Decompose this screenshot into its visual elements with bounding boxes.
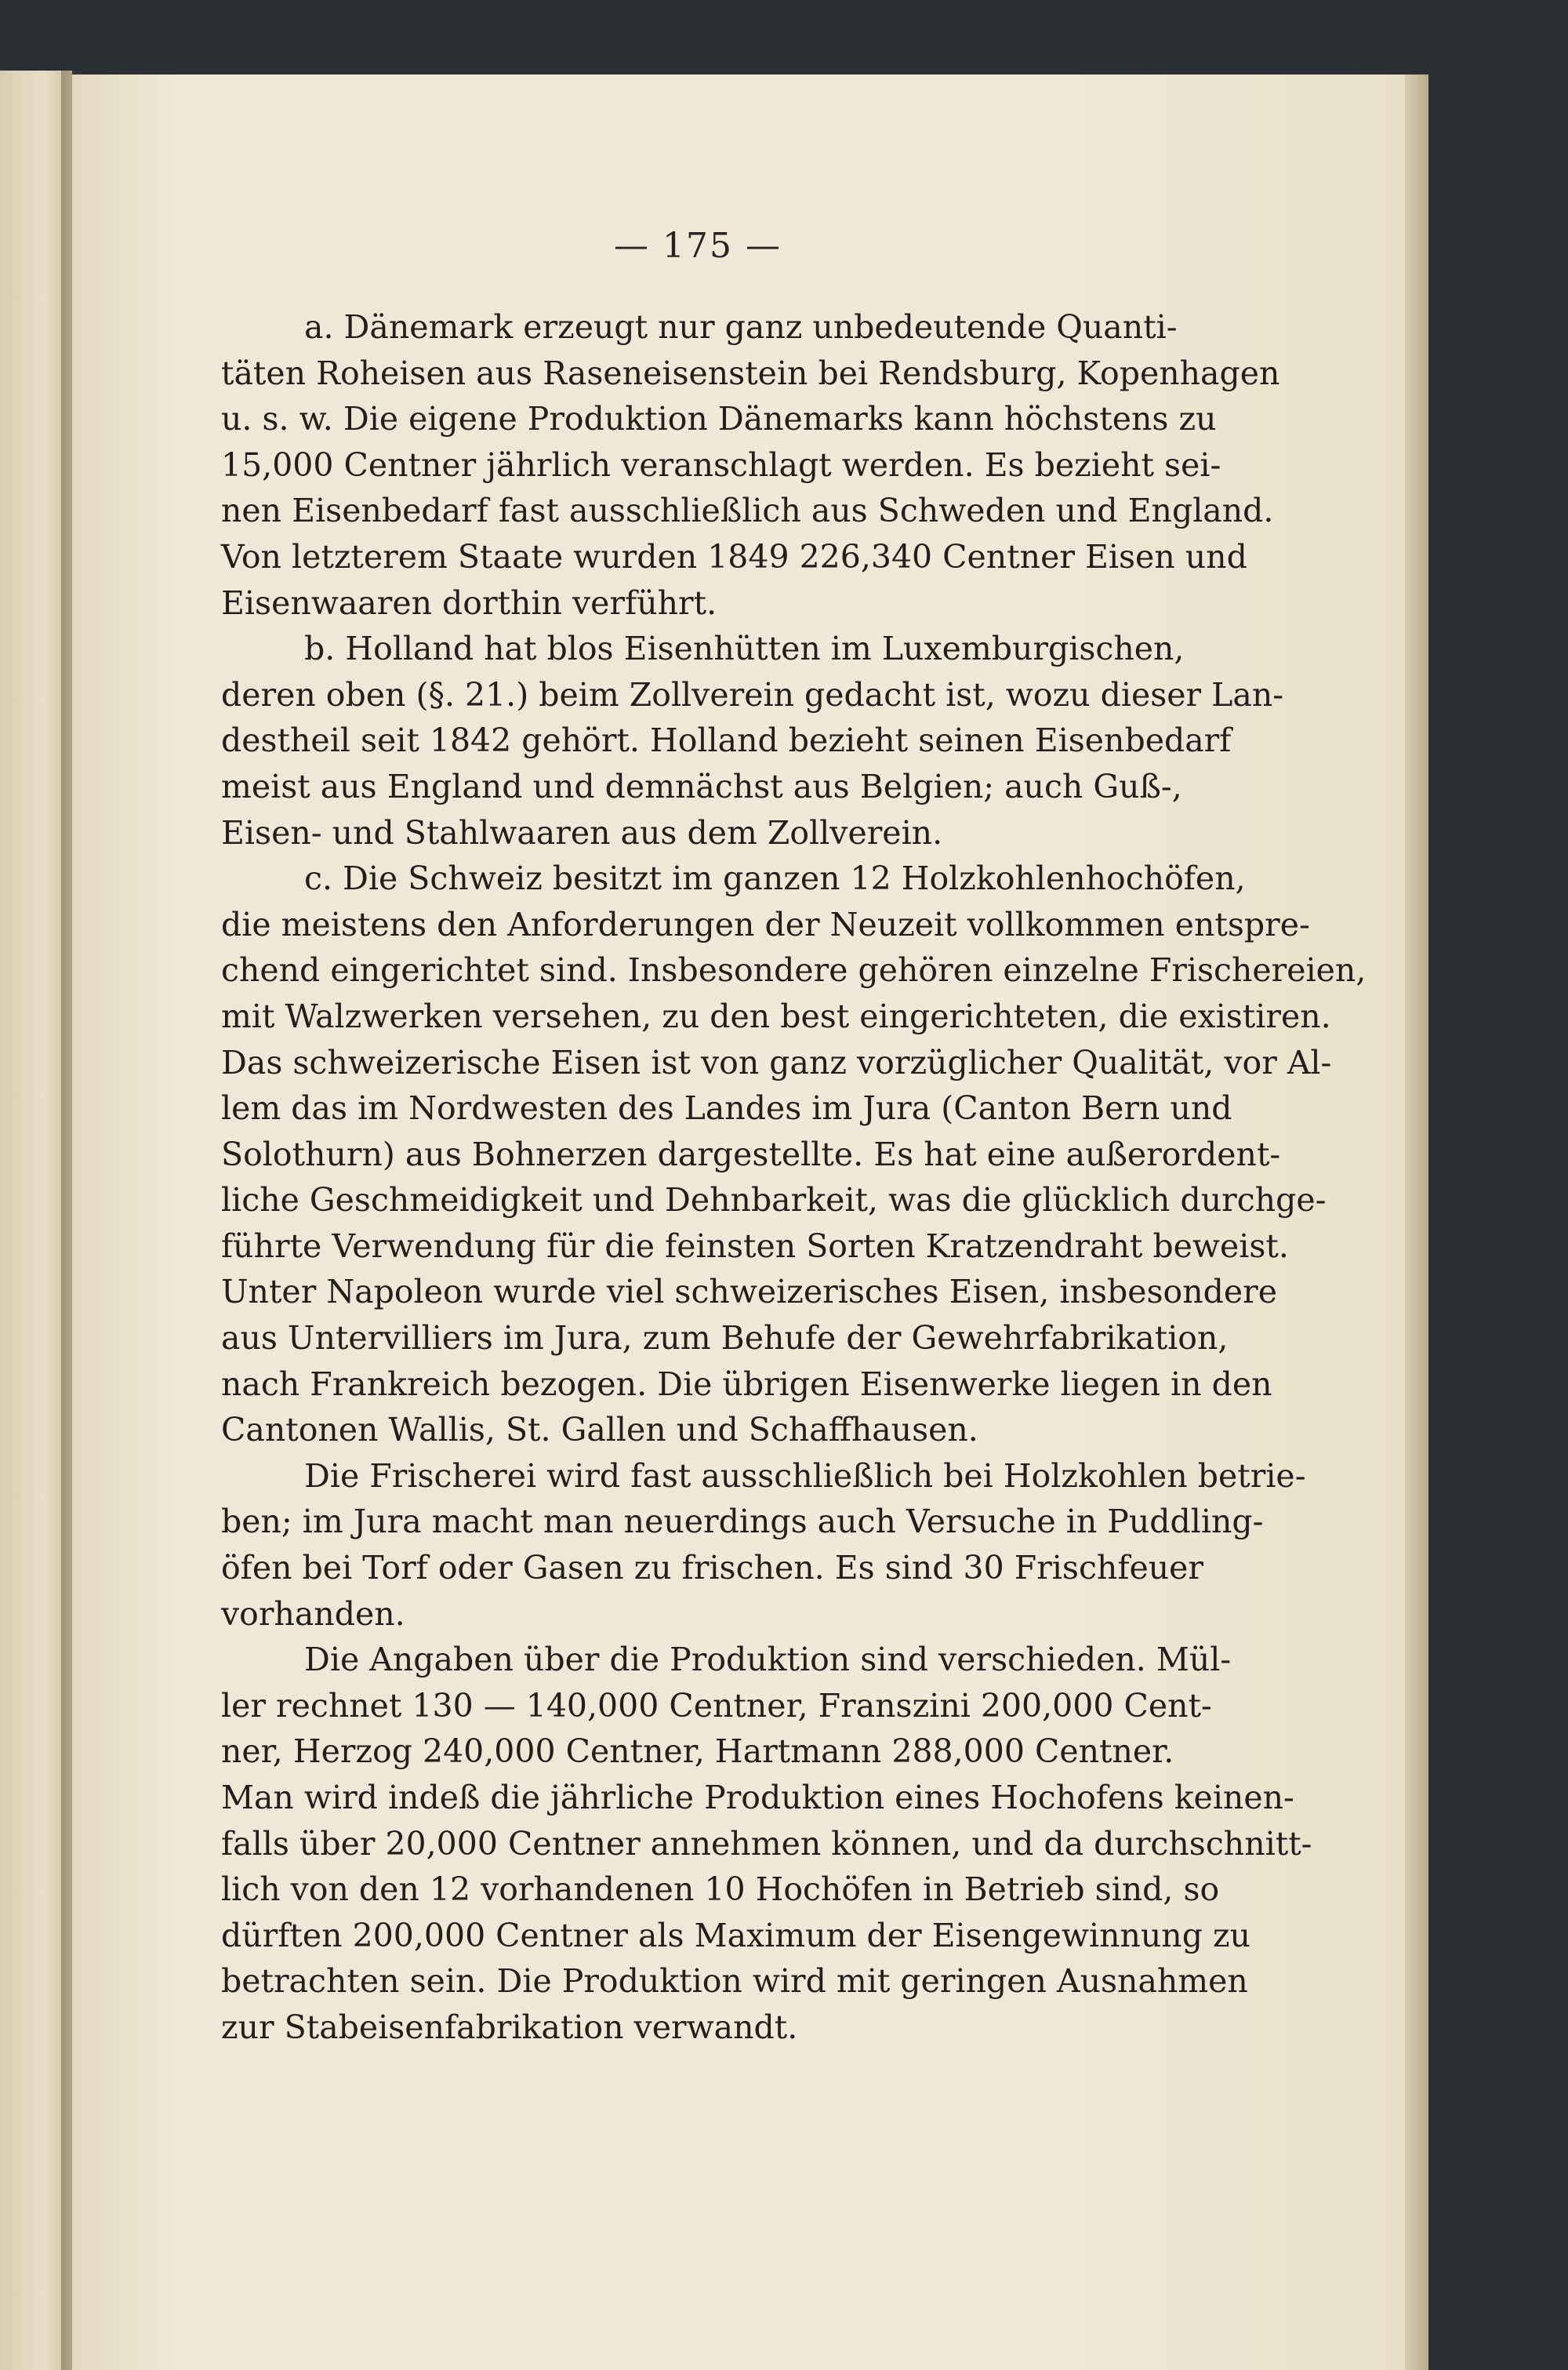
text-line: führte Verwendung für die feinsten Sorten Kratzendraht beweist. — [221, 1227, 1289, 1265]
text-line: lich von den 12 vorhandenen 10 Hochöfen in Betrieb sind, so — [221, 1870, 1220, 1909]
text-line: b. Holland hat blos Eisenhütten im Luxemburgischen, — [304, 630, 1185, 668]
text-line: ner, Herzog 240,000 Centner, Hartmann 288,000 Centner. — [221, 1732, 1174, 1771]
text-line: Solothurn) aus Bohnerzen dargestellte. Es hat eine außerordent- — [221, 1135, 1281, 1173]
text-line: Eisen- und Stahlwaaren aus dem Zollverein. — [221, 813, 943, 852]
text-line: betrachten sein. Die Produktion wird mit geringen Ausnahmen — [221, 1962, 1248, 2001]
page-stack-edge — [1405, 75, 1428, 2370]
text-line: ler rechnet 130 — 140,000 Centner, Franszini 200,000 Cent- — [221, 1686, 1212, 1725]
text-line: deren oben (§. 21.) beim Zollverein gedacht ist, wozu dieser Lan- — [221, 675, 1284, 714]
page-number: — 175 — — [614, 226, 782, 266]
text-line: u. s. w. Die eigene Produktion Dänemarks kann höchstens zu — [221, 400, 1217, 438]
text-line: vorhanden. — [221, 1594, 405, 1633]
text-line: zur Stabeisenfabrikation verwandt. — [221, 2008, 798, 2046]
text-line: Man wird indeß die jährliche Produktion eines Hochofens keinen- — [221, 1779, 1294, 1816]
text-line: chend eingerichtet sind. Insbesondere gehören einzelne Frischereien, — [221, 951, 1367, 990]
text-line: täten Roheisen aus Raseneisenstein bei Rendsburg, Kopenhagen — [221, 354, 1280, 392]
text-line: c. Die Schweiz besitzt im ganzen 12 Holzkohlenhochöfen, — [304, 860, 1246, 898]
text-line: Die Frischerei wird fast ausschließlich bei Holzkohlen betrie- — [304, 1456, 1306, 1495]
text-line: Unter Napoleon wurde viel schweizerisches Eisen, insbesondere — [221, 1273, 1277, 1311]
text-line: a. Dänemark erzeugt nur ganz unbedeutende Quanti- — [304, 308, 1178, 346]
text-line: falls über 20,000 Centner annehmen können, und da durchschnitt- — [221, 1824, 1312, 1863]
text-line: lem das im Nordwesten des Landes im Jura (Canton Bern und — [221, 1089, 1232, 1128]
text-line: Die Angaben über die Produktion sind verschieden. Mül- — [304, 1641, 1232, 1679]
text-line: Cantonen Wallis, St. Gallen und Schaffhausen. — [221, 1411, 978, 1449]
text-line: öfen bei Torf oder Gasen zu frischen. Es sind 30 Frischfeuer — [221, 1549, 1204, 1587]
text-line: aus Untervilliers im Jura, zum Behufe der Gewehrfabrikation, — [221, 1319, 1229, 1358]
text-line: mit Walzwerken versehen, zu den best eingerichteten, die existiren. — [221, 997, 1331, 1035]
text-line: dürften 200,000 Centner als Maximum der Eisengewinnung zu — [221, 1916, 1251, 1954]
text-line: nen Eisenbedarf fast ausschließlich aus Schweden und England. — [221, 492, 1274, 530]
text-line: Das schweizerische Eisen ist von ganz vorzüglicher Qualität, vor Al- — [221, 1043, 1332, 1081]
text-line: liche Geschmeidigkeit und Dehnbarkeit, was die glücklich durchge- — [221, 1181, 1327, 1220]
text-line: Eisenwaaren dorthin verführt. — [221, 583, 717, 622]
text-line: meist aus England und demnächst aus Belgien; auch Guß-, — [221, 767, 1182, 805]
text-line: 15,000 Centner jährlich veranschlagt werden. Es bezieht sei- — [221, 445, 1221, 484]
body-text — [221, 304, 1367, 2051]
text-line: die meistens den Anforderungen der Neuzeit vollkommen entspre- — [221, 905, 1310, 943]
text-line: destheil seit 1842 gehört. Holland bezieht seinen Eisenbedarf — [221, 722, 1232, 760]
text-line: ben; im Jura macht man neuerdings auch Versuche in Puddling- — [221, 1503, 1264, 1541]
text-line: nach Frankreich bezogen. Die übrigen Eisenwerke liegen in den — [221, 1365, 1272, 1403]
text-line: Von letzterem Staate wurden 1849 226,340 Centner Eisen und — [221, 537, 1247, 576]
